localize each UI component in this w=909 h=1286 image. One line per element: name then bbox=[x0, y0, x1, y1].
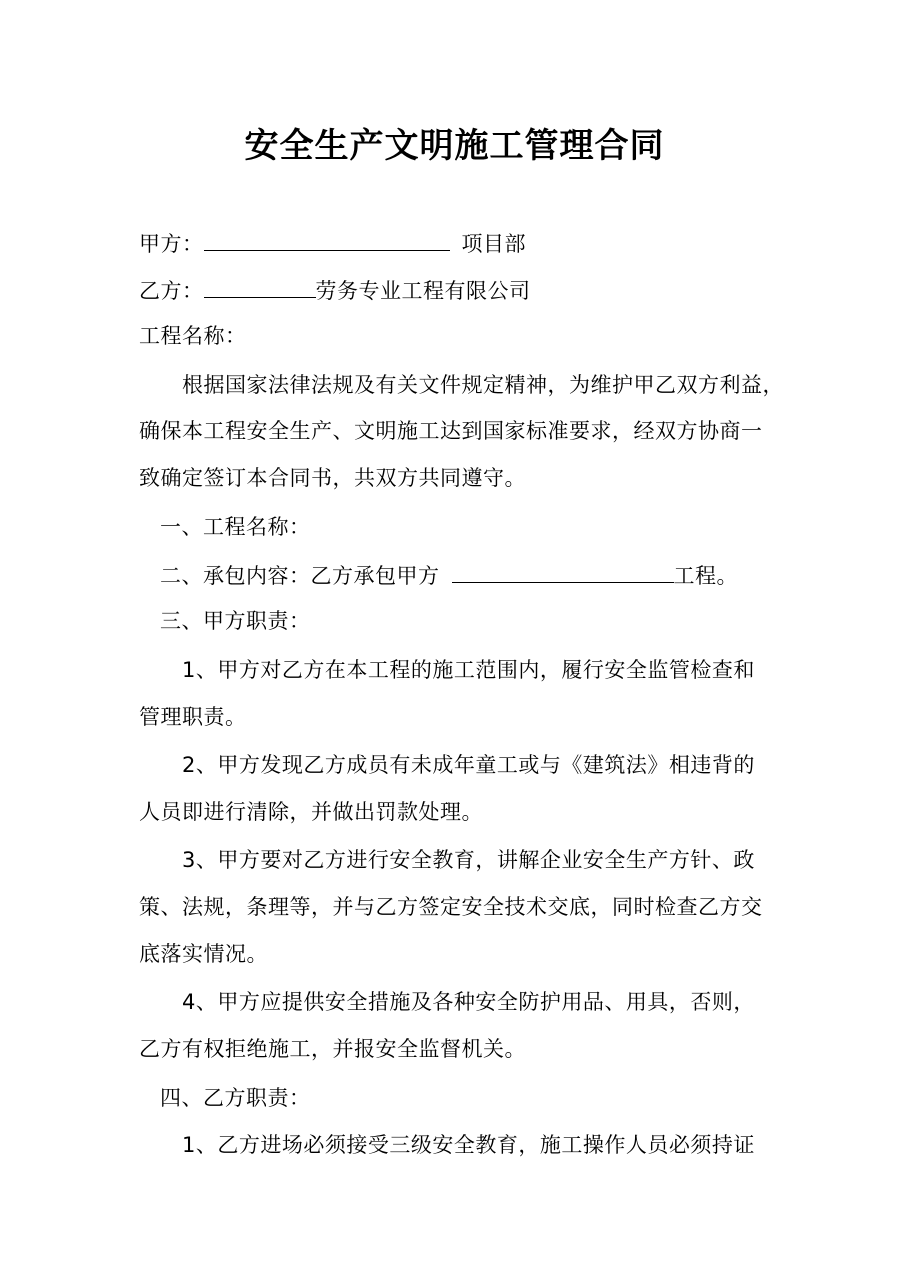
party-b-label: 乙方： bbox=[139, 279, 204, 303]
party-b-line bbox=[139, 275, 531, 305]
section-3-item-4-line-2: 乙方有权拒绝施工，并报安全监督机关。 bbox=[139, 1037, 526, 1061]
section-2-line bbox=[160, 560, 738, 590]
section-3-item-1-line-1: 1、甲方对乙方在本工程的施工范围内，履行安全监管检查和 bbox=[182, 658, 755, 682]
section-4-heading: 四、乙方职责： bbox=[160, 1086, 311, 1110]
section-3-item-1-line-2: 管理职责。 bbox=[139, 705, 247, 729]
section-3-item-2-line-2: 人员即进行清除，并做出罚款处理。 bbox=[139, 800, 483, 824]
section-3-item-4-line-1: 4、甲方应提供安全措施及各种安全防护用品、用具，否则， bbox=[182, 990, 755, 1014]
party-b-suffix: 劳务专业工程有限公司 bbox=[315, 279, 531, 303]
document-title: 安全生产文明施工管理合同 bbox=[244, 126, 665, 166]
intro-line-1: 根据国家法律法规及有关文件规定精神，为维护甲乙双方利益， bbox=[182, 373, 784, 397]
section-2-suffix: 工程。 bbox=[673, 564, 738, 588]
section-2-blank bbox=[452, 560, 674, 583]
section-3-item-3-line-3: 底落实情况。 bbox=[139, 942, 268, 966]
party-a-line bbox=[139, 228, 526, 258]
section-4-item-1-line-1: 1、乙方进场必须接受三级安全教育，施工操作人员必须持证 bbox=[182, 1133, 755, 1157]
party-a-suffix: 项目部 bbox=[461, 232, 526, 256]
party-b-blank bbox=[204, 275, 316, 298]
intro-line-2: 确保本工程安全生产、文明施工达到国家标准要求，经双方协商一 bbox=[139, 419, 763, 443]
project-name-label: 工程名称： bbox=[139, 324, 247, 348]
section-3-item-2-line-1: 2、甲方发现乙方成员有未成年童工或与《建筑法》相违背的 bbox=[182, 753, 755, 777]
party-a-label: 甲方： bbox=[139, 232, 204, 256]
party-a-blank bbox=[204, 228, 450, 251]
intro-line-3: 致确定签订本合同书，共双方共同遵守。 bbox=[139, 466, 526, 490]
section-3-heading: 三、甲方职责： bbox=[160, 609, 311, 633]
section-3-item-3-line-2: 策、法规，条理等，并与乙方签定安全技术交底，同时检查乙方交 bbox=[139, 895, 763, 919]
section-3-item-3-line-1: 3、甲方要对乙方进行安全教育，讲解企业安全生产方针、政 bbox=[182, 848, 755, 872]
section-1-heading: 一、工程名称： bbox=[160, 515, 311, 539]
section-2-prefix: 二、承包内容：乙方承包甲方 bbox=[160, 564, 440, 588]
